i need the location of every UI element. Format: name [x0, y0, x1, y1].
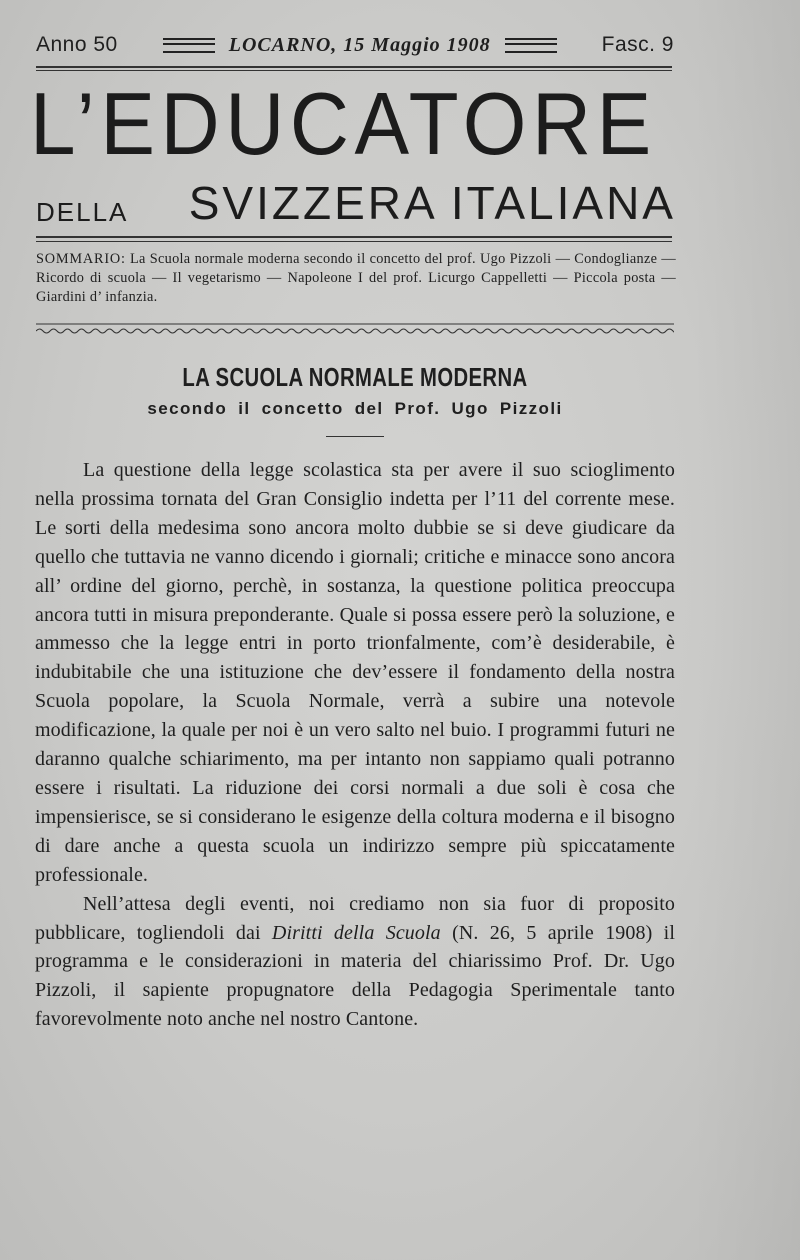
article-title: LA SCUOLA NORMALE MODERNA — [182, 362, 528, 392]
toc-label: SOMMARIO: — [36, 251, 126, 267]
masthead-rule-thin — [36, 70, 672, 71]
decorative-triple-rule — [163, 38, 215, 53]
article-paragraph — [35, 890, 675, 1035]
article-body — [35, 456, 675, 1034]
issue-fascicle: Fasc. 9 — [601, 33, 674, 56]
paragraph-text: Nell’attesa degli eventi, noi crediamo non sia fuor di proposito pubblicare, togliendoli dai — [35, 892, 675, 944]
location-date: LOCARNO, 15 Maggio 1908 — [228, 33, 491, 56]
masthead-center-group — [163, 34, 557, 57]
toc-text: La Scuola normale moderna secondo il concetto del prof. Ugo Pizzoli — Condoglianze — Ricordo di scuola — Il vegetarismo — Napoleone I del prof. Licurgo Cappelletti — Piccola posta — Giardini d’ infanzia. — [36, 251, 676, 305]
title-rule-thin — [36, 241, 672, 242]
masthead-rule — [36, 66, 672, 68]
page-shadow — [690, 0, 800, 1260]
journal-subtitle — [36, 177, 676, 230]
journal-title: L’EDUCATORE — [30, 74, 657, 173]
paragraph-text: (N. 26, 5 aprile 1908) il programma e le considerazioni in materia del chiarissimo Prof. Dr. Ugo Pizzoli, il sapiente propugnatore della Pedagogia Sperimentale tanto favorevolmente noto anche nel nostro Cantone. — [35, 921, 675, 1031]
article-title-rule — [326, 436, 384, 437]
title-rule — [36, 236, 672, 238]
issue-year: Anno 50 — [36, 33, 118, 56]
journal-subtitle-della: DELLA — [36, 197, 129, 227]
decorative-wavy-rule — [36, 322, 674, 340]
article-subtitle: secondo il concetto del Prof. Ugo Pizzoli — [147, 399, 563, 418]
article-paragraph: La questione della legge scolastica sta per avere il suo scioglimento nella prossima tornata del Gran Consiglio indetta per l’11 del corrente mese. Le sorti della medesima sono ancora molto dubbie se si deve giudicare da quello che tuttavia ne vanno dicendo i giornali; critiche e minacce sono ancora all’ ordine del giorno, perchè, in sostanza, la questione politica preoccupa ancora tutti in misura preponderante. Quale si possa essere però la soluzione, e ammesso che la legge entri in porto trionfalmente, com’è desiderabile, è indubitabile che una istituzione che dev’essere il fondamento della nostra Scuola popolare, la Scuola Normale, verrà a subire una notevole modificazione, la quale per noi è un vero salto nel buio. I programmi futuri ne daranno qualche schiarimento, ma per intanto non sappiamo quali potranno essere i risultati. La riduzione dei corsi normali a due soli è cosa che impensierisce, se si considerano le esigenze della coltura moderna e il bisogno di dare anche a questa scuola un indirizzo sempre più spiccatamente professionale. — [35, 459, 675, 886]
masthead — [36, 30, 674, 60]
cited-journal-title: Diritti della Scuola — [271, 921, 441, 944]
table-of-contents — [36, 250, 676, 307]
journal-subtitle-main: SVIZZERA ITALIANA — [188, 177, 676, 229]
decorative-triple-rule — [505, 38, 557, 53]
